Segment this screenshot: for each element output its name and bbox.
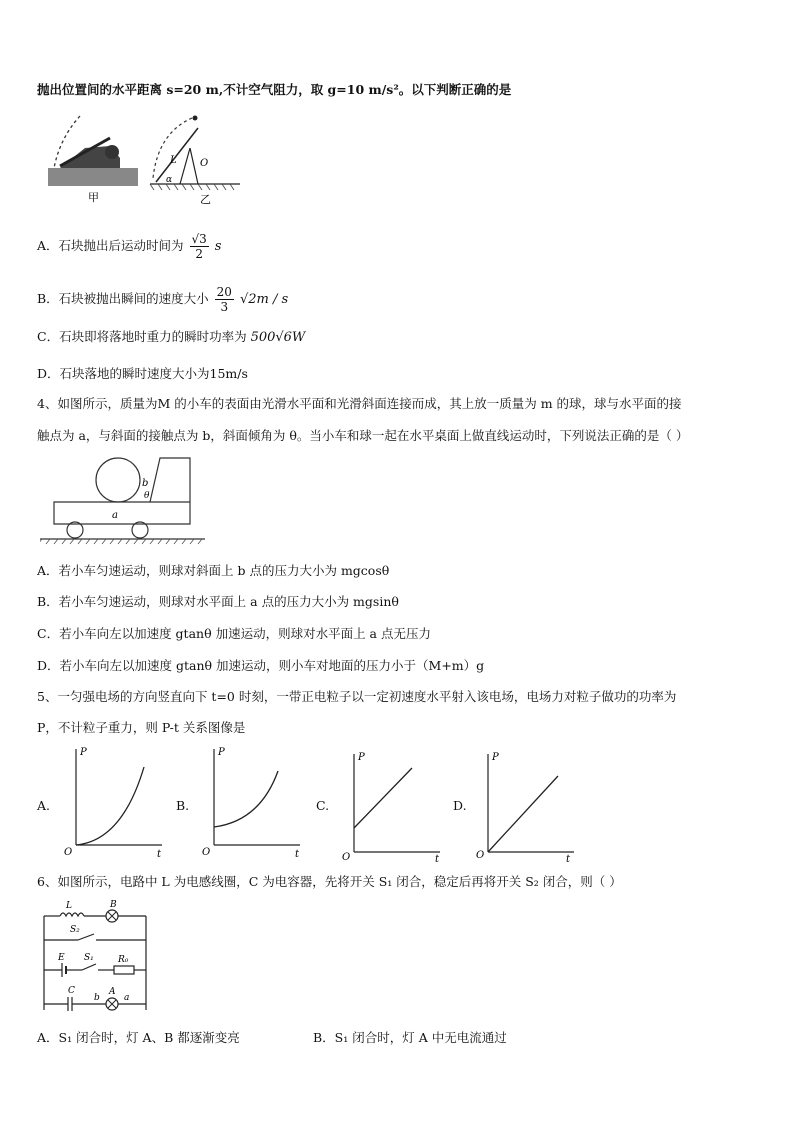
q3-b-prefix: B．石块被抛出瞬间的速度大小 — [37, 291, 209, 306]
q3-b-num: 20 — [216, 285, 232, 299]
q6-stem: 6、如图所示，电路中 L 为电感线圈，C 为电容器，先将开关 S₁ 闭合，稳定后再将开关 S₂ 闭合，则（ ） — [37, 874, 622, 889]
q3-option-c — [37, 329, 305, 346]
switch-s2 — [78, 934, 94, 940]
q4-option-c: C．若小车向左以加速度 gtanθ 加速运动，则球对水平面上 a 点无压力 — [37, 626, 431, 641]
q4-stem-2: 触点为 a，与斜面的接触点为 b，斜面倾角为 θ。当小车和球一起在水平桌面上做直线运动时，下列说法正确的是（ ） — [37, 428, 689, 443]
q3-b-fraction — [215, 285, 234, 314]
origin-label: O — [476, 850, 485, 861]
q4-option-a: A．若小车匀速运动，则球对斜面上 b 点的压力大小为 mgcosθ — [37, 563, 390, 578]
label-L: L — [66, 901, 72, 911]
q3-b-rest: √2m / s — [239, 292, 289, 307]
origin-label: O — [202, 847, 211, 858]
support-right — [190, 148, 198, 184]
label-L: L — [170, 155, 177, 166]
label-C: C — [68, 986, 75, 996]
label-a: a — [124, 993, 130, 1003]
q5-graph-a — [62, 745, 172, 860]
axis-label-p: P — [80, 747, 87, 758]
catapult-figure — [40, 108, 250, 208]
label-theta: θ — [144, 491, 150, 501]
q6-option-b: B．S₁ 闭合时，灯 A 中无电流通过 — [313, 1030, 507, 1045]
q5-graph-c — [340, 748, 450, 863]
circuit-figure — [38, 898, 158, 1020]
axis-label-p: P — [492, 752, 499, 763]
axis-label-t: t — [295, 849, 300, 860]
q3-a-prefix: A．石块抛出后运动时间为 — [37, 238, 184, 253]
q3-a-unit: s — [214, 239, 222, 254]
support-left — [180, 148, 190, 184]
q5-graph-label-c: C. — [316, 798, 330, 813]
cart-incline — [150, 458, 190, 502]
label-B: B — [110, 900, 117, 910]
cart-figure — [40, 454, 220, 549]
q5-graph-b — [200, 745, 310, 860]
q5-graph-label-b: B. — [176, 798, 190, 813]
q3-a-fraction — [190, 232, 209, 261]
q3-c-prefix: C．石块即将落地时重力的瞬时功率为 — [37, 329, 247, 344]
catapult-counterweight — [105, 145, 119, 159]
q3-c-math: 500√6W — [250, 330, 306, 345]
q5-graph-d — [474, 748, 584, 863]
q6-option-a: A．S₁ 闭合时，灯 A、B 都逐渐变亮 — [37, 1030, 240, 1045]
label-jia: 甲 — [88, 191, 99, 204]
axis-label-p: P — [218, 747, 225, 758]
q4-option-d: D．若小车向左以加速度 gtanθ 加速运动，则小车对地面的压力小于（M+m）g — [37, 658, 485, 673]
table-hatch — [40, 539, 202, 544]
switch-s1 — [82, 964, 96, 970]
q3-option-d: D．石块落地的瞬时速度大小为15m/s — [37, 366, 248, 381]
curve-a — [76, 767, 144, 845]
label-O: O — [200, 158, 209, 169]
trajectory-dashed-yi — [153, 118, 192, 178]
q5-graph-label-a: A. — [37, 798, 51, 813]
q3-a-den: 2 — [195, 247, 203, 261]
curve-b — [214, 771, 278, 827]
axis-label-p: P — [358, 752, 365, 763]
ground-photo — [48, 168, 138, 186]
origin-label: O — [342, 852, 351, 863]
label-b: b — [94, 993, 100, 1003]
axis-label-t: t — [566, 854, 571, 863]
q3-a-num: √3 — [191, 232, 207, 246]
label-yi: 乙 — [200, 193, 211, 206]
intro-line: 抛出位置间的水平距离 s=20 m,不计空气阻力，取 g=10 m/s²。以下判断正确的是 — [37, 82, 512, 97]
q5-graph-label-d: D. — [453, 798, 467, 813]
resistor-r0 — [114, 966, 134, 974]
label-S1: S₁ — [84, 953, 94, 963]
line-c — [354, 768, 412, 828]
q3-option-b — [37, 285, 288, 314]
stone-dot — [193, 116, 198, 121]
label-R0: R₀ — [118, 955, 129, 965]
q5-stem-2: P，不计粒子重力，则 P-t 关系图像是 — [37, 720, 246, 735]
axis-label-t: t — [435, 854, 440, 863]
q4-stem-1: 4、如图所示，质量为M 的小车的表面由光滑水平面和光滑斜面连接而成，其上放一质量为 m 的球，球与水平面的接 — [37, 396, 682, 411]
label-a: a — [112, 510, 118, 521]
q3-b-den: 3 — [220, 300, 229, 314]
inductor-coil — [60, 913, 84, 916]
q3-option-a — [37, 232, 221, 261]
q4-option-b: B．若小车匀速运动，则球对水平面上 a 点的压力大小为 mgsinθ — [37, 594, 399, 609]
ball — [96, 458, 140, 502]
cart-base — [54, 502, 190, 524]
label-A: A — [109, 987, 116, 997]
line-d — [488, 776, 558, 852]
label-E: E — [58, 953, 65, 963]
axis-label-t: t — [157, 849, 162, 860]
label-b: b — [142, 478, 149, 489]
q5-stem-1: 5、一匀强电场的方向竖直向下 t=0 时刻，一带正电粒子以一定初速度水平射入该电场，电场力对粒子做功的功率为 — [37, 689, 677, 704]
ground-hatch — [150, 184, 234, 190]
origin-label: O — [64, 847, 73, 858]
label-S2: S₂ — [70, 925, 80, 935]
label-alpha: α — [166, 175, 173, 185]
